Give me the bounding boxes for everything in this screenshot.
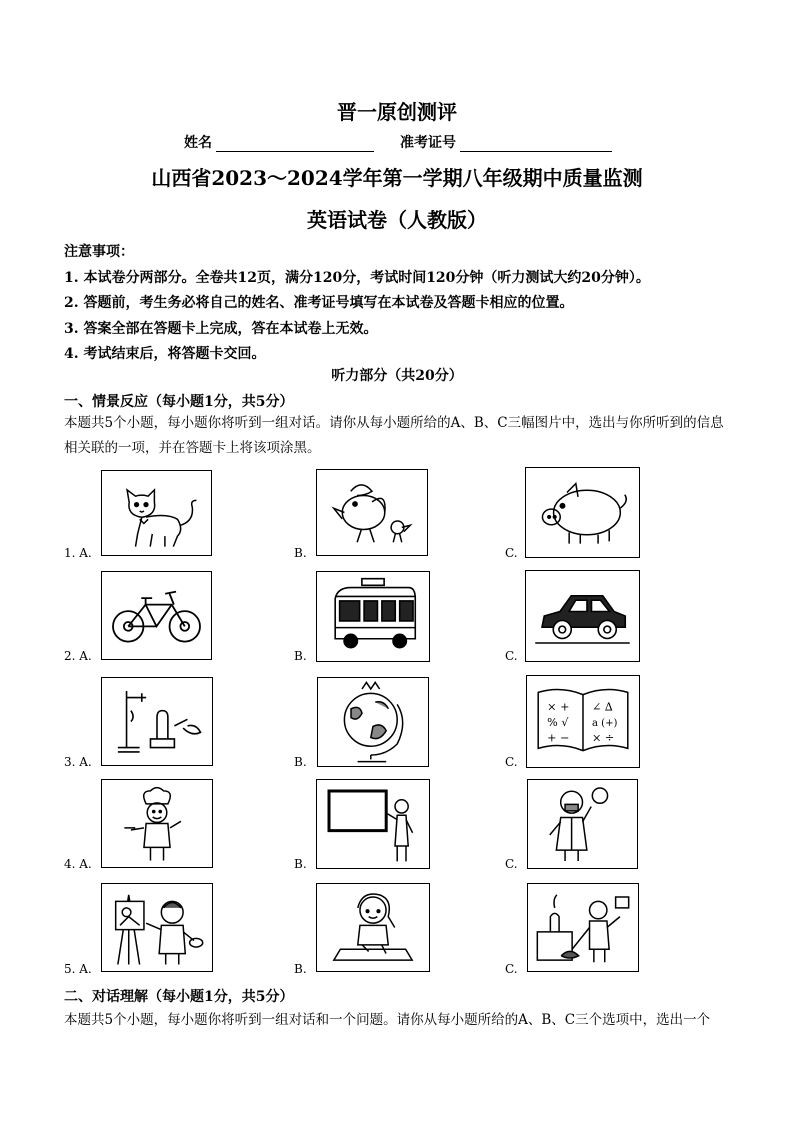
ticket-label: 准考证号 [400, 135, 456, 151]
q2-option-b[interactable] [316, 571, 430, 662]
notes [64, 240, 744, 368]
notes-item: 4. 考试结束后，将答题卡交回。 [64, 346, 266, 362]
q5-label-c: C. [505, 962, 518, 976]
q5-option-a[interactable] [101, 883, 213, 972]
q4-option-a[interactable] [101, 779, 213, 868]
bird-icon [317, 470, 427, 555]
name-blank[interactable] [216, 137, 374, 152]
q2-label-a: 2. A. [64, 649, 92, 663]
physics-apparatus-icon [102, 678, 212, 765]
sweeping-icon [528, 884, 638, 971]
notes-heading: 注意事项： [64, 244, 134, 260]
q1-option-a[interactable] [101, 470, 212, 556]
section1-desc: 本题共5个小题，每小题你将听到一组对话。请你从每小题所给的A、B、C三幅图片中，选出与你所听到的信息相关联的一项，并在答题卡上将该项涂黑。 [64, 415, 724, 456]
name-label: 姓名 [184, 135, 212, 151]
q4-label-c: C. [505, 857, 518, 871]
q1-label-b: B. [294, 546, 307, 560]
svg-text:× ÷: × ÷ [591, 731, 615, 745]
brand-title: 晋一原创测评 [337, 100, 457, 124]
q5-label-a: 5. A. [64, 962, 92, 976]
car-icon [526, 571, 639, 661]
q1-option-c[interactable] [525, 467, 640, 558]
q3-option-c[interactable] [526, 675, 640, 768]
math-book-icon [527, 676, 639, 767]
q5-option-b[interactable] [316, 883, 430, 972]
svg-text:% √: % √ [547, 715, 569, 729]
q4-option-b[interactable] [316, 779, 430, 869]
bicycle-icon [102, 572, 211, 659]
q4-label-a: 4. A. [64, 857, 92, 871]
doctor-icon [528, 780, 637, 868]
section2-desc: 本题共5个小题，每小题你将听到一组对话和一个问题。请你从每小题所给的A、B、C三个选项中，选出一个 [64, 1012, 711, 1028]
q3-option-a[interactable] [101, 677, 213, 766]
q3-label-c: C. [505, 755, 518, 769]
exam-title: 山西省2023～2024学年第一学期八年级期中质量监测 [151, 166, 643, 190]
cat-icon [102, 471, 211, 555]
q3-label-b: B. [294, 755, 307, 769]
writing-girl-icon [317, 884, 429, 971]
notes-item: 1. 本试卷分两部分。全卷共12页，满分120分，考试时间120分钟（听力测试大约20分钟）。 [64, 269, 650, 286]
ticket-blank[interactable] [460, 137, 612, 152]
section2-title: 二、对话理解（每小题1分，共5分） [64, 989, 294, 1005]
q4-option-c[interactable] [527, 779, 638, 869]
q2-option-c[interactable] [525, 570, 640, 662]
q3-option-b[interactable] [317, 677, 429, 767]
q5-label-b: B. [294, 962, 307, 976]
teacher-icon [317, 780, 429, 868]
q1-label-a: 1. A. [64, 546, 92, 560]
svg-text:+ −: + − [547, 731, 570, 745]
globe-icon [318, 678, 428, 766]
svg-text:a (+): a (+) [591, 717, 618, 729]
svg-text:∠ ∆: ∠ ∆ [591, 700, 613, 714]
candidate-info-line [184, 132, 612, 152]
notes-item: 3. 答案全部在答题卡上完成，答在本试卷上无效。 [64, 320, 378, 337]
cook-icon [102, 780, 212, 867]
pig-icon [526, 468, 639, 557]
notes-item: 2. 答题前，考生务必将自己的姓名、准考证号填写在本试卷及答题卡相应的位置。 [64, 295, 574, 311]
q3-label-a: 3. A. [64, 755, 92, 769]
bus-icon [317, 572, 429, 661]
paper-title: 英语试卷（人教版） [307, 208, 487, 232]
svg-text:× +: × + [547, 700, 570, 714]
q2-option-a[interactable] [101, 571, 212, 660]
q4-label-b: B. [294, 857, 307, 871]
q1-label-c: C. [505, 546, 518, 560]
q1-option-b[interactable] [316, 469, 428, 556]
q2-label-b: B. [294, 649, 307, 663]
q2-label-c: C. [505, 649, 518, 663]
listening-part-title: 听力部分（共20分） [331, 368, 463, 384]
section1-title: 一、情景反应（每小题1分，共5分） [64, 394, 294, 410]
painting-icon [102, 884, 212, 971]
q5-option-c[interactable] [527, 883, 639, 972]
